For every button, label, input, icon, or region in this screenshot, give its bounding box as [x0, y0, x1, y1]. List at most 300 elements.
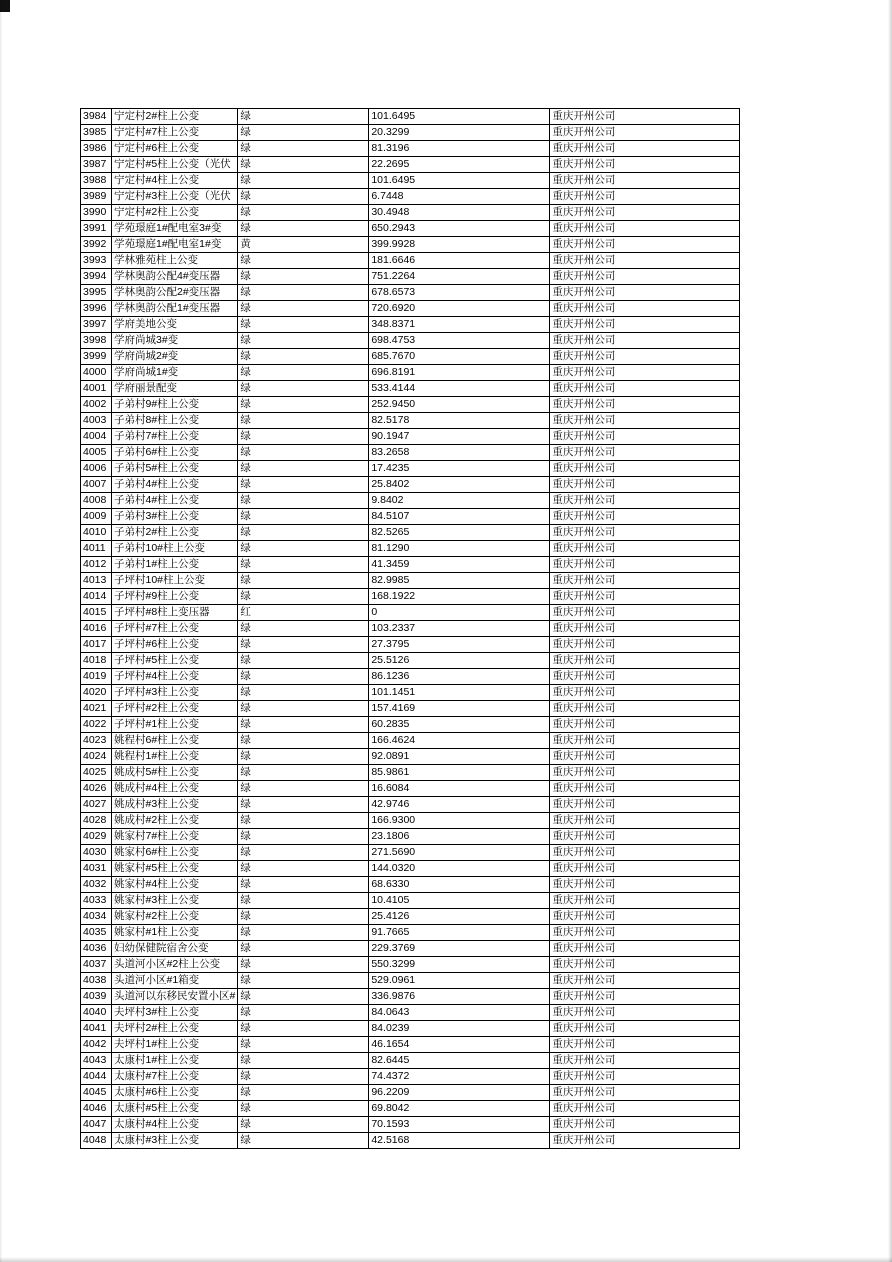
table-row: [81, 173, 740, 189]
cell-device-name: 子弟村4#柱上公变: [112, 477, 238, 493]
cell-status: 绿: [238, 173, 369, 189]
cell-status: 绿: [238, 669, 369, 685]
cell-value: 17.4235: [369, 461, 550, 477]
cell-value: 229.3769: [369, 941, 550, 957]
table-row: [81, 589, 740, 605]
cell-row-id: 4027: [81, 797, 112, 813]
cell-device-name: 头道河小区#1箱变: [112, 973, 238, 989]
cell-status: 绿: [238, 493, 369, 509]
table-row: [81, 1133, 740, 1149]
cell-company: 重庆开州公司: [550, 381, 740, 397]
cell-company: 重庆开州公司: [550, 909, 740, 925]
table-row: [81, 237, 740, 253]
cell-device-name: 太康村#3柱上公变: [112, 1133, 238, 1149]
cell-row-id: 4004: [81, 429, 112, 445]
table-row: [81, 541, 740, 557]
cell-status: 绿: [238, 829, 369, 845]
cell-status: 绿: [238, 637, 369, 653]
cell-status: 绿: [238, 269, 369, 285]
cell-status: 绿: [238, 797, 369, 813]
cell-device-name: 宁定村2#柱上公变: [112, 109, 238, 125]
table-row: [81, 557, 740, 573]
cell-status: 绿: [238, 813, 369, 829]
table-row: [81, 701, 740, 717]
cell-company: 重庆开州公司: [550, 621, 740, 637]
cell-device-name: 姚成村#4柱上公变: [112, 781, 238, 797]
cell-row-id: 4031: [81, 861, 112, 877]
cell-value: 529.0961: [369, 973, 550, 989]
cell-row-id: 4048: [81, 1133, 112, 1149]
cell-device-name: 太康村1#柱上公变: [112, 1053, 238, 1069]
table-row: [81, 829, 740, 845]
table-row: [81, 413, 740, 429]
table-row: [81, 749, 740, 765]
cell-company: 重庆开州公司: [550, 525, 740, 541]
table-row: [81, 861, 740, 877]
table-row: [81, 461, 740, 477]
cell-company: 重庆开州公司: [550, 205, 740, 221]
cell-value: 720.6920: [369, 301, 550, 317]
cell-device-name: 子坪村#2柱上公变: [112, 701, 238, 717]
table-row: [81, 957, 740, 973]
cell-company: 重庆开州公司: [550, 1117, 740, 1133]
cell-company: 重庆开州公司: [550, 125, 740, 141]
cell-status: 绿: [238, 909, 369, 925]
table-row: [81, 669, 740, 685]
cell-value: 696.8191: [369, 365, 550, 381]
cell-status: 绿: [238, 573, 369, 589]
cell-value: 82.9985: [369, 573, 550, 589]
cell-company: 重庆开州公司: [550, 1133, 740, 1149]
cell-row-id: 4001: [81, 381, 112, 397]
cell-status: 绿: [238, 205, 369, 221]
cell-value: 23.1806: [369, 829, 550, 845]
cell-company: 重庆开州公司: [550, 189, 740, 205]
cell-device-name: 夫坪村1#柱上公变: [112, 1037, 238, 1053]
table-row: [81, 621, 740, 637]
cell-status: 红: [238, 605, 369, 621]
cell-company: 重庆开州公司: [550, 733, 740, 749]
cell-company: 重庆开州公司: [550, 941, 740, 957]
table-row: [81, 1085, 740, 1101]
cell-status: 绿: [238, 429, 369, 445]
cell-value: 30.4948: [369, 205, 550, 221]
cell-device-name: 姚家村#3柱上公变: [112, 893, 238, 909]
cell-company: 重庆开州公司: [550, 765, 740, 781]
cell-company: 重庆开州公司: [550, 541, 740, 557]
cell-company: 重庆开州公司: [550, 1005, 740, 1021]
cell-value: 25.4126: [369, 909, 550, 925]
cell-status: 绿: [238, 717, 369, 733]
cell-value: 82.5178: [369, 413, 550, 429]
cell-row-id: 4013: [81, 573, 112, 589]
cell-status: 绿: [238, 301, 369, 317]
page-edge-left: [0, 0, 2, 1262]
cell-device-name: 学林奥韵公配2#变压器: [112, 285, 238, 301]
cell-company: 重庆开州公司: [550, 893, 740, 909]
cell-row-id: 4028: [81, 813, 112, 829]
cell-row-id: 4046: [81, 1101, 112, 1117]
cell-status: 绿: [238, 141, 369, 157]
cell-device-name: 子坪村#4柱上公变: [112, 669, 238, 685]
cell-status: 绿: [238, 125, 369, 141]
cell-device-name: 夫坪村3#柱上公变: [112, 1005, 238, 1021]
table-row: [81, 1053, 740, 1069]
cell-value: 166.9300: [369, 813, 550, 829]
cell-row-id: 4030: [81, 845, 112, 861]
table-row: [81, 733, 740, 749]
cell-value: 42.5168: [369, 1133, 550, 1149]
cell-device-name: 学府美地公变: [112, 317, 238, 333]
cell-row-id: 4023: [81, 733, 112, 749]
cell-company: 重庆开州公司: [550, 477, 740, 493]
cell-row-id: 3994: [81, 269, 112, 285]
cell-value: 533.4144: [369, 381, 550, 397]
cell-row-id: 4021: [81, 701, 112, 717]
cell-row-id: 4003: [81, 413, 112, 429]
cell-row-id: 4040: [81, 1005, 112, 1021]
page-edge-bottom: [0, 1257, 892, 1262]
cell-status: 绿: [238, 1133, 369, 1149]
cell-company: 重庆开州公司: [550, 1037, 740, 1053]
cell-device-name: 宁定村#7柱上公变: [112, 125, 238, 141]
cell-row-id: 4033: [81, 893, 112, 909]
cell-company: 重庆开州公司: [550, 445, 740, 461]
cell-company: 重庆开州公司: [550, 813, 740, 829]
cell-value: 69.8042: [369, 1101, 550, 1117]
cell-row-id: 4035: [81, 925, 112, 941]
table-row: [81, 845, 740, 861]
cell-row-id: 4019: [81, 669, 112, 685]
cell-device-name: 学林奥韵公配1#变压器: [112, 301, 238, 317]
cell-row-id: 4038: [81, 973, 112, 989]
cell-row-id: 4041: [81, 1021, 112, 1037]
cell-row-id: 4020: [81, 685, 112, 701]
cell-status: 绿: [238, 109, 369, 125]
cell-value: 20.3299: [369, 125, 550, 141]
cell-status: 绿: [238, 845, 369, 861]
cell-status: 绿: [238, 557, 369, 573]
cell-device-name: 太康村#6柱上公变: [112, 1085, 238, 1101]
table-row: [81, 445, 740, 461]
cell-company: 重庆开州公司: [550, 989, 740, 1005]
cell-company: 重庆开州公司: [550, 685, 740, 701]
cell-company: 重庆开州公司: [550, 925, 740, 941]
cell-row-id: 4015: [81, 605, 112, 621]
cell-value: 144.0320: [369, 861, 550, 877]
cell-row-id: 4016: [81, 621, 112, 637]
cell-device-name: 宁定村#5柱上公变（光伏: [112, 157, 238, 173]
cell-company: 重庆开州公司: [550, 317, 740, 333]
table-row: [81, 1005, 740, 1021]
table-row: [81, 365, 740, 381]
cell-status: 绿: [238, 349, 369, 365]
cell-row-id: 4037: [81, 957, 112, 973]
cell-status: 绿: [238, 381, 369, 397]
cell-company: 重庆开州公司: [550, 957, 740, 973]
cell-company: 重庆开州公司: [550, 877, 740, 893]
cell-row-id: 4017: [81, 637, 112, 653]
table-row: [81, 253, 740, 269]
cell-company: 重庆开州公司: [550, 1053, 740, 1069]
cell-device-name: 子坪村#7柱上公变: [112, 621, 238, 637]
cell-value: 550.3299: [369, 957, 550, 973]
cell-status: 绿: [238, 765, 369, 781]
cell-company: 重庆开州公司: [550, 429, 740, 445]
cell-row-id: 3984: [81, 109, 112, 125]
cell-row-id: 3991: [81, 221, 112, 237]
cell-device-name: 宁定村#4柱上公变: [112, 173, 238, 189]
cell-status: 绿: [238, 397, 369, 413]
table-row: [81, 429, 740, 445]
cell-status: 绿: [238, 525, 369, 541]
cell-company: 重庆开州公司: [550, 717, 740, 733]
cell-device-name: 姚家村#5柱上公变: [112, 861, 238, 877]
cell-row-id: 3995: [81, 285, 112, 301]
cell-value: 74.4372: [369, 1069, 550, 1085]
cell-company: 重庆开州公司: [550, 109, 740, 125]
cell-device-name: 学府尚城1#变: [112, 365, 238, 381]
cell-value: 181.6646: [369, 253, 550, 269]
cell-value: 101.6495: [369, 173, 550, 189]
cell-row-id: 4006: [81, 461, 112, 477]
cell-value: 84.0643: [369, 1005, 550, 1021]
cell-value: 42.9746: [369, 797, 550, 813]
transformer-table: [80, 108, 740, 1149]
cell-device-name: 子弟村6#柱上公变: [112, 445, 238, 461]
cell-row-id: 4026: [81, 781, 112, 797]
cell-status: 绿: [238, 1101, 369, 1117]
table-row: [81, 1037, 740, 1053]
cell-row-id: 4032: [81, 877, 112, 893]
cell-device-name: 姚家村#2柱上公变: [112, 909, 238, 925]
cell-row-id: 3987: [81, 157, 112, 173]
cell-row-id: 4036: [81, 941, 112, 957]
cell-row-id: 3985: [81, 125, 112, 141]
cell-value: 82.5265: [369, 525, 550, 541]
cell-company: 重庆开州公司: [550, 157, 740, 173]
cell-status: 绿: [238, 877, 369, 893]
cell-device-name: 子坪村#5柱上公变: [112, 653, 238, 669]
cell-device-name: 头道河小区#2柱上公变: [112, 957, 238, 973]
cell-device-name: 子坪村#9柱上公变: [112, 589, 238, 605]
cell-device-name: 学府尚城3#变: [112, 333, 238, 349]
cell-status: 绿: [238, 1085, 369, 1101]
table-row: [81, 813, 740, 829]
cell-row-id: 4018: [81, 653, 112, 669]
cell-device-name: 宁定村#6柱上公变: [112, 141, 238, 157]
cell-device-name: 姚成村#3柱上公变: [112, 797, 238, 813]
cell-device-name: 子坪村#1柱上公变: [112, 717, 238, 733]
cell-device-name: 子弟村8#柱上公变: [112, 413, 238, 429]
cell-device-name: 子弟村4#柱上公变: [112, 493, 238, 509]
cell-company: 重庆开州公司: [550, 221, 740, 237]
cell-device-name: 学府尚城2#变: [112, 349, 238, 365]
cell-value: 101.6495: [369, 109, 550, 125]
cell-status: 绿: [238, 285, 369, 301]
table-row: [81, 381, 740, 397]
cell-device-name: 宁定村#3柱上公变（光伏: [112, 189, 238, 205]
cell-value: 84.5107: [369, 509, 550, 525]
table-row: [81, 893, 740, 909]
cell-value: 92.0891: [369, 749, 550, 765]
cell-value: 751.2264: [369, 269, 550, 285]
cell-row-id: 4005: [81, 445, 112, 461]
cell-company: 重庆开州公司: [550, 237, 740, 253]
cell-status: 绿: [238, 157, 369, 173]
cell-row-id: 4014: [81, 589, 112, 605]
cell-company: 重庆开州公司: [550, 365, 740, 381]
table-row: [81, 573, 740, 589]
cell-value: 68.6330: [369, 877, 550, 893]
table-row: [81, 637, 740, 653]
cell-row-id: 3993: [81, 253, 112, 269]
cell-value: 86.1236: [369, 669, 550, 685]
cell-status: 绿: [238, 1069, 369, 1085]
cell-company: 重庆开州公司: [550, 269, 740, 285]
table-row: [81, 1069, 740, 1085]
cell-company: 重庆开州公司: [550, 301, 740, 317]
cell-status: 绿: [238, 925, 369, 941]
cell-device-name: 子弟村10#柱上公变: [112, 541, 238, 557]
cell-company: 重庆开州公司: [550, 829, 740, 845]
table-row: [81, 925, 740, 941]
cell-device-name: 子坪村#8柱上变压器: [112, 605, 238, 621]
cell-device-name: 妇幼保健院宿舍公变: [112, 941, 238, 957]
cell-device-name: 姚成村#2柱上公变: [112, 813, 238, 829]
cell-device-name: 子弟村3#柱上公变: [112, 509, 238, 525]
cell-company: 重庆开州公司: [550, 749, 740, 765]
cell-device-name: 学府丽景配变: [112, 381, 238, 397]
cell-value: 698.4753: [369, 333, 550, 349]
table-row: [81, 317, 740, 333]
cell-company: 重庆开州公司: [550, 461, 740, 477]
cell-device-name: 子坪村#6柱上公变: [112, 637, 238, 653]
cell-value: 81.3196: [369, 141, 550, 157]
cell-company: 重庆开州公司: [550, 861, 740, 877]
table-row: [81, 493, 740, 509]
cell-row-id: 4008: [81, 493, 112, 509]
cell-device-name: 姚家村6#柱上公变: [112, 845, 238, 861]
table-row: [81, 205, 740, 221]
cell-device-name: 学苑璟庭1#配电室3#变: [112, 221, 238, 237]
table-row: [81, 605, 740, 621]
cell-value: 271.5690: [369, 845, 550, 861]
cell-device-name: 子弟村9#柱上公变: [112, 397, 238, 413]
cell-status: 绿: [238, 861, 369, 877]
cell-status: 绿: [238, 541, 369, 557]
cell-status: 绿: [238, 253, 369, 269]
cell-row-id: 3992: [81, 237, 112, 253]
cell-company: 重庆开州公司: [550, 141, 740, 157]
cell-device-name: 姚家村#4柱上公变: [112, 877, 238, 893]
cell-value: 70.1593: [369, 1117, 550, 1133]
cell-device-name: 子弟村5#柱上公变: [112, 461, 238, 477]
cell-status: 绿: [238, 189, 369, 205]
cell-row-id: 4024: [81, 749, 112, 765]
table-row: [81, 989, 740, 1005]
cell-status: 绿: [238, 317, 369, 333]
cell-status: 绿: [238, 733, 369, 749]
cell-status: 绿: [238, 589, 369, 605]
cell-value: 157.4169: [369, 701, 550, 717]
table-row: [81, 797, 740, 813]
table-row: [81, 973, 740, 989]
cell-device-name: 姚家村7#柱上公变: [112, 829, 238, 845]
table-row: [81, 269, 740, 285]
table-body: [81, 109, 740, 1149]
cell-status: 绿: [238, 893, 369, 909]
cell-value: 60.2835: [369, 717, 550, 733]
cell-status: 绿: [238, 1021, 369, 1037]
table-row: [81, 477, 740, 493]
cell-company: 重庆开州公司: [550, 637, 740, 653]
cell-value: 27.3795: [369, 637, 550, 653]
cell-row-id: 4002: [81, 397, 112, 413]
cell-status: 绿: [238, 333, 369, 349]
cell-device-name: 姚程村1#柱上公变: [112, 749, 238, 765]
cell-device-name: 夫坪村2#柱上公变: [112, 1021, 238, 1037]
cell-company: 重庆开州公司: [550, 797, 740, 813]
cell-value: 22.2695: [369, 157, 550, 173]
table-row: [81, 877, 740, 893]
cell-company: 重庆开州公司: [550, 589, 740, 605]
cell-company: 重庆开州公司: [550, 1085, 740, 1101]
cell-company: 重庆开州公司: [550, 653, 740, 669]
cell-status: 绿: [238, 781, 369, 797]
cell-value: 101.1451: [369, 685, 550, 701]
cell-row-id: 4043: [81, 1053, 112, 1069]
cell-status: 绿: [238, 477, 369, 493]
cell-value: 0: [369, 605, 550, 621]
cell-company: 重庆开州公司: [550, 669, 740, 685]
table-row: [81, 1101, 740, 1117]
cell-row-id: 4009: [81, 509, 112, 525]
cell-status: 绿: [238, 461, 369, 477]
cell-company: 重庆开州公司: [550, 1021, 740, 1037]
cell-company: 重庆开州公司: [550, 845, 740, 861]
cell-value: 85.9861: [369, 765, 550, 781]
cell-value: 6.7448: [369, 189, 550, 205]
cell-status: 绿: [238, 653, 369, 669]
cell-row-id: 3986: [81, 141, 112, 157]
cell-row-id: 4025: [81, 765, 112, 781]
cell-value: 25.5126: [369, 653, 550, 669]
cell-row-id: 3990: [81, 205, 112, 221]
cell-company: 重庆开州公司: [550, 1101, 740, 1117]
cell-device-name: 太康村#4柱上公变: [112, 1117, 238, 1133]
cell-value: 168.1922: [369, 589, 550, 605]
cell-company: 重庆开州公司: [550, 285, 740, 301]
cell-row-id: 3999: [81, 349, 112, 365]
cell-device-name: 太康村#7柱上公变: [112, 1069, 238, 1085]
cell-company: 重庆开州公司: [550, 397, 740, 413]
cell-value: 16.6084: [369, 781, 550, 797]
cell-device-name: 姚成村5#柱上公变: [112, 765, 238, 781]
cell-company: 重庆开州公司: [550, 973, 740, 989]
page-edge-right: [888, 0, 892, 1262]
cell-status: 绿: [238, 749, 369, 765]
cell-row-id: 4039: [81, 989, 112, 1005]
table-row: [81, 141, 740, 157]
cell-row-id: 4007: [81, 477, 112, 493]
table-row: [81, 189, 740, 205]
cell-value: 96.2209: [369, 1085, 550, 1101]
cell-company: 重庆开州公司: [550, 349, 740, 365]
cell-status: 绿: [238, 621, 369, 637]
cell-device-name: 太康村#5柱上公变: [112, 1101, 238, 1117]
cell-row-id: 4010: [81, 525, 112, 541]
